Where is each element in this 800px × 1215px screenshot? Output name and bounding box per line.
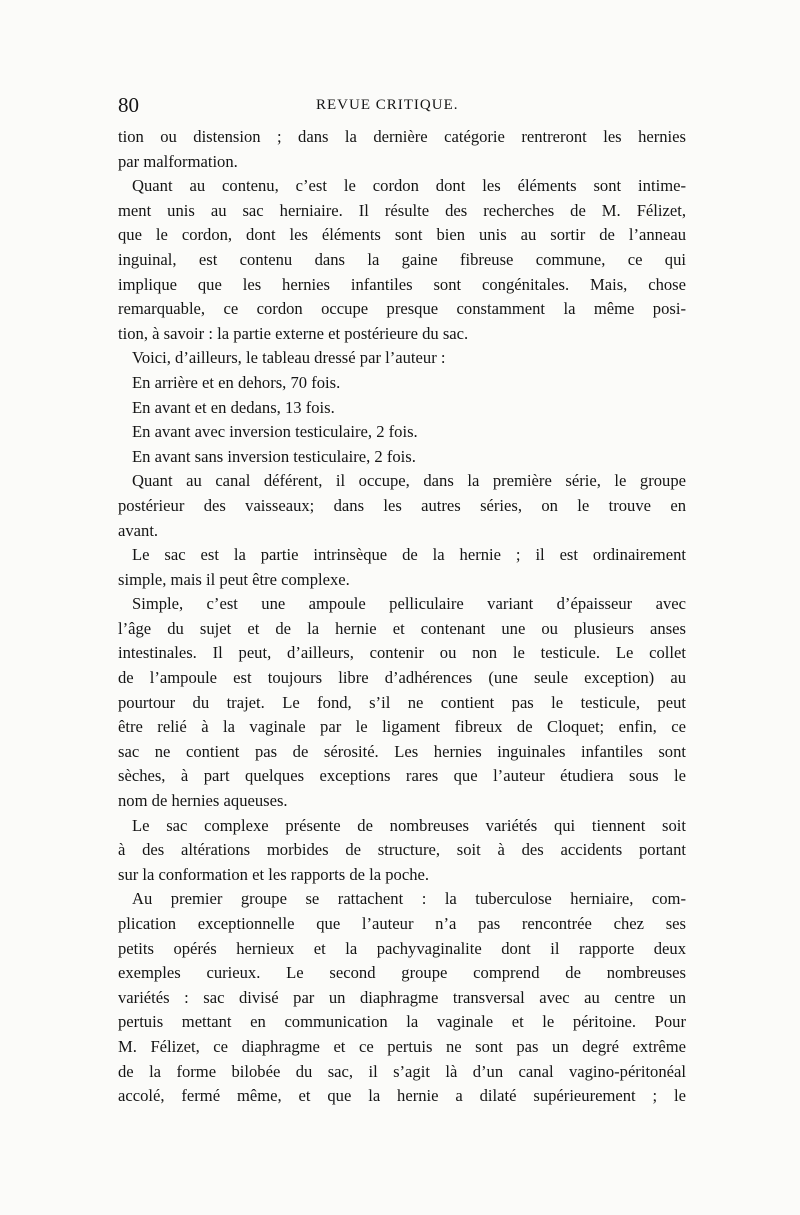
text-line: tion ou distension ; dans la dernière catégorie rentreront les hernies — [118, 127, 686, 146]
text-line: pertuis mettant en communication la vaginale et le péritoine. Pour — [118, 1012, 686, 1032]
text-line: M. Félizet, ce diaphragme et ce pertuis ne sont pas un degré extrême — [118, 1036, 686, 1056]
text-line: à des altérations morbides de structure, soit à des accidents portant — [118, 840, 686, 860]
text-line: exemples curieux. Le second groupe comprend de nombreuses — [118, 963, 686, 983]
text-line: Le sac complexe présente de nombreuses variétés qui tiennent soit — [132, 815, 686, 835]
text-line: de la forme bilobée du sac, il s’agit là d’un canal vagino-péritonéal — [118, 1061, 686, 1081]
text-line: Quant au canal déférent, il occupe, dans la première série, le groupe — [132, 471, 686, 491]
text-line: être relié à la vaginale par le ligament fibreux de Cloquet; enfin, ce — [118, 717, 686, 737]
text-line: Le sac est la partie intrinsèque de la hernie ; il est ordinairement — [132, 545, 686, 565]
text-line: sur la conformation et les rapports de la poche. — [118, 864, 430, 884]
text-line: tion, à savoir : la partie externe et postérieure du sac. — [118, 323, 469, 343]
text-line: En avant et en dedans, 13 fois. — [132, 397, 335, 417]
text-line: accolé, fermé même, et que la hernie a dilaté supérieurement ; le — [118, 1086, 686, 1106]
text-line: pourtour du trajet. Le fond, s’il ne contient pas le testicule, peut — [118, 692, 686, 712]
text-line: avant. — [118, 520, 159, 540]
text-line: Au premier groupe se rattachent : la tuberculose herniaire, com- — [132, 889, 686, 909]
text-line: par malformation. — [118, 151, 238, 171]
page-header — [0, 93, 800, 121]
text-line: Voici, d’ailleurs, le tableau dressé par l’auteur : — [132, 348, 446, 368]
running-title: REVUE CRITIQUE. — [316, 97, 459, 113]
page-number: 80 — [118, 93, 139, 117]
text-line: l’âge du sujet et de la hernie et contenant une ou plusieurs anses — [118, 618, 686, 638]
text-line: implique que les hernies infantiles sont congénitales. Mais, chose — [118, 274, 686, 294]
text-line: ment unis au sac herniaire. Il résulte des recherches de M. Félizet, — [118, 200, 686, 220]
text-line: postérieur des vaisseaux; dans les autres séries, on le trouve en — [118, 495, 686, 515]
text-line: intestinales. Il peut, d’ailleurs, contenir ou non le testicule. Le collet — [118, 643, 686, 663]
text-line: En avant sans inversion testiculaire, 2 fois. — [132, 446, 416, 466]
text-line: inguinal, est contenu dans la gaine fibreuse commune, ce qui — [118, 249, 686, 269]
text-line: sèches, à part quelques exceptions rares que l’auteur étudiera sous le — [118, 766, 686, 786]
text-line: petits opérés hernieux et la pachyvaginalite dont il rapporte deux — [118, 938, 686, 958]
text-line: variétés : sac divisé par un diaphragme transversal avec au centre un — [118, 987, 686, 1007]
text-line: de l’ampoule est toujours libre d’adhérences (une seule exception) au — [118, 668, 686, 688]
text-line: En arrière et en dehors, 70 fois. — [132, 372, 341, 392]
text-line: que le cordon, dont les éléments sont bien unis au sortir de l’anneau — [118, 225, 686, 245]
text-line: Simple, c’est une ampoule pelliculaire variant d’épaisseur avec — [132, 594, 686, 614]
body-text — [118, 125, 686, 1109]
text-line: En avant avec inversion testiculaire, 2 fois. — [132, 422, 418, 442]
text-line: sac ne contient pas de sérosité. Les hernies inguinales infantiles sont — [118, 741, 686, 761]
text-line: simple, mais il peut être complexe. — [118, 569, 350, 589]
text-line: plication exceptionnelle que l’auteur n’a pas rencontrée chez ses — [118, 914, 686, 933]
text-line: remarquable, ce cordon occupe presque constamment la même posi- — [118, 299, 686, 319]
text-line: nom de hernies aqueuses. — [118, 791, 288, 811]
text-line: Quant au contenu, c’est le cordon dont les éléments sont intime- — [132, 176, 686, 196]
